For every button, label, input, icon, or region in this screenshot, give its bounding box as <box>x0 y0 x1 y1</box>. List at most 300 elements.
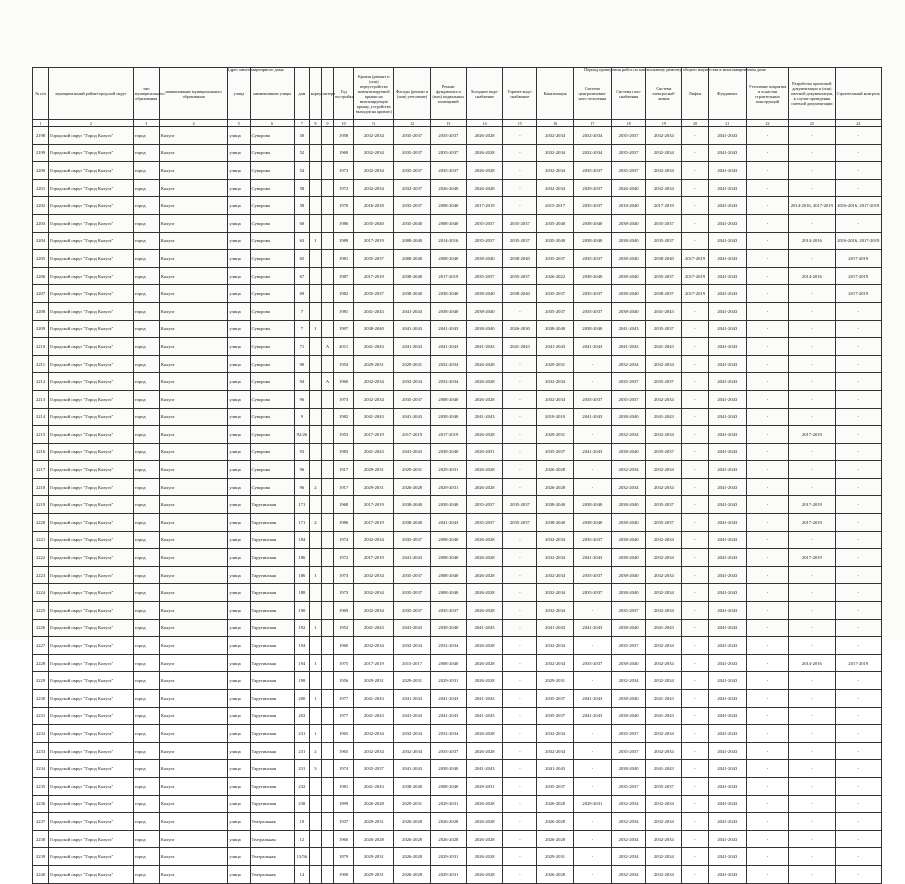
table-cell <box>309 144 321 162</box>
table-cell: город <box>133 549 159 567</box>
table-cell: 2035-2037 <box>466 496 502 514</box>
table-cell: - <box>503 408 537 426</box>
table-cell <box>321 250 333 268</box>
table-row <box>33 813 882 831</box>
table-cell: - <box>746 690 788 708</box>
table-cell: 2041-2043 <box>466 690 502 708</box>
table-cell: Городской округ "Город Калуга" <box>49 426 134 444</box>
table-cell: 2038-2040 <box>537 514 573 532</box>
table-cell: 2032-2034 <box>646 461 682 479</box>
table-cell: 1986 <box>334 514 354 532</box>
table-row <box>33 250 882 268</box>
table-cell <box>321 443 333 461</box>
table-cell: 2017-2019 <box>394 426 430 444</box>
table-cell: 2222 <box>33 549 49 567</box>
table-cell: - <box>503 777 537 795</box>
table-row <box>33 496 882 514</box>
column-header: улица <box>228 68 250 120</box>
table-cell: 2038-2040 <box>573 214 611 232</box>
table-cell: Калуга <box>159 232 227 250</box>
table-cell: 2015-2017 <box>537 197 573 215</box>
table-cell: 2041-2043 <box>394 549 430 567</box>
table-cell: - <box>503 549 537 567</box>
table-cell: 2041-2043 <box>646 619 682 637</box>
table-cell: 2017-2019 <box>789 549 835 567</box>
table-row <box>33 179 882 197</box>
table-cell: 2026-2028 <box>394 830 430 848</box>
table-cell: 2041-2043 <box>537 338 573 356</box>
table-cell: - <box>682 179 708 197</box>
table-cell: - <box>835 338 881 356</box>
table-cell: Тарутинская <box>250 742 294 760</box>
table-cell: Калуга <box>159 725 227 743</box>
table-cell <box>309 707 321 725</box>
table-cell: 2041-2043 <box>708 760 746 778</box>
table-cell: город <box>133 426 159 444</box>
table-cell: 1952 <box>334 619 354 637</box>
table-cell: 2032-2034 <box>394 725 430 743</box>
table-cell: город <box>133 848 159 866</box>
table-cell: - <box>835 725 881 743</box>
table-cell: 2032-2034 <box>646 637 682 655</box>
table-cell: - <box>746 179 788 197</box>
table-cell: Городской округ "Город Калуга" <box>49 373 134 391</box>
table-cell <box>321 390 333 408</box>
table-cell: 2041-2043 <box>708 742 746 760</box>
table-cell: 2035-2037 <box>394 566 430 584</box>
table-cell: 2026-2028 <box>466 637 502 655</box>
table-cell: 2228 <box>33 654 49 672</box>
table-cell: 2032-2034 <box>573 127 611 145</box>
table-cell: 2041-2043 <box>708 848 746 866</box>
table-cell: Городской округ "Город Калуга" <box>49 320 134 338</box>
table-cell: - <box>835 813 881 831</box>
table-cell: А <box>321 338 333 356</box>
table-cell: 2029-2031 <box>394 461 430 479</box>
table-cell <box>321 127 333 145</box>
table-cell: улица <box>228 637 250 655</box>
table-cell: 2026-2028 <box>466 179 502 197</box>
table-cell: улица <box>228 848 250 866</box>
table-row <box>33 302 882 320</box>
table-cell: - <box>503 197 537 215</box>
table-cell: 2008-2040 <box>394 250 430 268</box>
table-cell: - <box>746 566 788 584</box>
table-cell: 2035-2037 <box>611 742 645 760</box>
table-cell: 2032-2034 <box>354 390 394 408</box>
table-cell: - <box>682 830 708 848</box>
table-cell: - <box>835 637 881 655</box>
table-cell: - <box>835 760 881 778</box>
column-header: Система газо-снабжения <box>611 68 645 120</box>
table-cell: 2017-2019 <box>682 285 708 303</box>
table-cell: - <box>789 355 835 373</box>
table-cell: улица <box>228 127 250 145</box>
table-cell: 2211 <box>33 355 49 373</box>
table-row <box>33 390 882 408</box>
table-cell: Городской округ "Город Калуга" <box>49 162 134 180</box>
table-cell: - <box>503 725 537 743</box>
table-cell: 2038-2040 <box>611 232 645 250</box>
table-cell: 93 <box>294 443 309 461</box>
table-cell: 1900 <box>334 865 354 883</box>
table-cell: - <box>789 127 835 145</box>
table-cell: - <box>503 848 537 866</box>
table-cell: 2038-2040 <box>611 531 645 549</box>
table-row <box>33 232 882 250</box>
table-cell: - <box>789 443 835 461</box>
table-cell <box>321 777 333 795</box>
table-cell: 2014-2016 <box>789 654 835 672</box>
table-cell: - <box>682 531 708 549</box>
table-cell: улица <box>228 144 250 162</box>
table-cell: 2223 <box>33 566 49 584</box>
table-cell: Городской округ "Город Калуга" <box>49 478 134 496</box>
table-cell <box>309 443 321 461</box>
table-cell: Городской округ "Город Калуга" <box>49 566 134 584</box>
table-cell: 2017-2019 <box>646 197 682 215</box>
table-cell: 2041-2043 <box>573 690 611 708</box>
table-cell: 2032-2034 <box>394 373 430 391</box>
table-cell: 1981 <box>334 302 354 320</box>
table-cell: 2041-2043 <box>354 408 394 426</box>
table-cell: 1953 <box>334 426 354 444</box>
table-cell: Калуга <box>159 760 227 778</box>
table-cell: 2035-2037 <box>646 373 682 391</box>
table-cell: 238 <box>294 795 309 813</box>
column-number: 19 <box>646 120 682 127</box>
table-cell: Тарутинская <box>250 514 294 532</box>
table-cell: Суворова <box>250 162 294 180</box>
table-cell: - <box>789 338 835 356</box>
table-cell: - <box>503 795 537 813</box>
table-cell: 2038-2040 <box>394 496 430 514</box>
table-cell: Тарутинская <box>250 566 294 584</box>
table-cell: Суворова <box>250 355 294 373</box>
table-cell: - <box>746 338 788 356</box>
table-cell <box>309 865 321 883</box>
table-cell: 2035-2037 <box>503 496 537 514</box>
table-cell: 2041-2043 <box>354 443 394 461</box>
table-cell: Тарутинская <box>250 584 294 602</box>
table-cell: 2231 <box>33 707 49 725</box>
table-cell: 2017-2019 <box>354 549 394 567</box>
table-cell: - <box>789 584 835 602</box>
table-cell <box>321 566 333 584</box>
table-cell: 2032-2034 <box>354 602 394 620</box>
table-cell: 2032-2034 <box>430 725 466 743</box>
table-cell: 188 <box>294 584 309 602</box>
table-body <box>33 127 882 884</box>
table-cell: 10 <box>294 813 309 831</box>
table-cell: 2032-2034 <box>537 373 573 391</box>
table-cell: 2209 <box>33 320 49 338</box>
table-cell <box>321 830 333 848</box>
table-cell: город <box>133 672 159 690</box>
table-cell: - <box>835 742 881 760</box>
table-cell: 2008-2040 <box>430 654 466 672</box>
table-cell: город <box>133 760 159 778</box>
table-cell: Калуга <box>159 338 227 356</box>
table-cell: - <box>746 602 788 620</box>
table-cell: 2026-2028 <box>537 795 573 813</box>
table-cell: 2029-2031 <box>394 355 430 373</box>
table-cell: - <box>746 355 788 373</box>
table-cell: Театральная <box>250 830 294 848</box>
table-row <box>33 373 882 391</box>
table-cell: 2035-2037 <box>394 162 430 180</box>
table-cell: 2032-2034 <box>537 162 573 180</box>
table-cell: 2026-2028 <box>466 144 502 162</box>
table-cell: Калуга <box>159 830 227 848</box>
table-cell: Калуга <box>159 690 227 708</box>
table-cell: 2041-2043 <box>646 690 682 708</box>
table-cell: - <box>789 250 835 268</box>
table-cell: 2041-2043 <box>394 443 430 461</box>
table-cell: - <box>746 461 788 479</box>
table-cell: 2014-2016 <box>789 267 835 285</box>
table-cell: - <box>682 777 708 795</box>
table-cell: улица <box>228 197 250 215</box>
table-cell: 2032-2034 <box>646 179 682 197</box>
table-cell <box>321 461 333 479</box>
table-cell: 2041-2043 <box>708 144 746 162</box>
table-cell: 231 <box>294 742 309 760</box>
table-cell: - <box>746 830 788 848</box>
table-cell: 2215 <box>33 426 49 444</box>
table-cell: Калуга <box>159 742 227 760</box>
table-cell: 2041-2043 <box>708 197 746 215</box>
table-cell: 2202 <box>33 197 49 215</box>
table-cell: город <box>133 478 159 496</box>
table-cell: 2038-2040 <box>611 690 645 708</box>
table-cell: улица <box>228 338 250 356</box>
table-cell: - <box>573 672 611 690</box>
table-cell: 2041-2043 <box>394 690 430 708</box>
table-cell: 2026-2028 <box>466 478 502 496</box>
table-cell: - <box>503 426 537 444</box>
table-cell: 2041-2043 <box>708 390 746 408</box>
table-cell: 2032-2034 <box>430 373 466 391</box>
table-cell: Городской округ "Город Калуга" <box>49 707 134 725</box>
table-cell: 2032-2034 <box>646 742 682 760</box>
table-cell: 2041-2043 <box>646 760 682 778</box>
table-cell: 2032-2034 <box>537 127 573 145</box>
table-cell: Городской округ "Город Калуга" <box>49 549 134 567</box>
table-cell: 2041-2043 <box>708 179 746 197</box>
table-cell: 2029-2031 <box>537 848 573 866</box>
table-cell: улица <box>228 602 250 620</box>
table-cell: 2032-2034 <box>354 144 394 162</box>
table-cell: 2041-2043 <box>708 584 746 602</box>
table-cell: 2035-2037 <box>573 654 611 672</box>
table-cell: Калуга <box>159 654 227 672</box>
table-cell: 2203 <box>33 214 49 232</box>
table-cell: 2214 <box>33 408 49 426</box>
table-cell: 2017-2019 <box>430 267 466 285</box>
table-cell: 2032-2034 <box>537 742 573 760</box>
table-cell: 2041-2043 <box>708 514 746 532</box>
table-cell: Городской округ "Город Калуга" <box>49 654 134 672</box>
address-group-header: Адрес многоквартирного дома <box>226 67 284 72</box>
table-cell <box>309 267 321 285</box>
table-cell: Городской округ "Город Калуга" <box>49 338 134 356</box>
table-cell: - <box>746 549 788 567</box>
table-cell: 2026-2028 <box>466 566 502 584</box>
table-cell: 2032-2034 <box>430 355 466 373</box>
table-cell: 2 <box>309 478 321 496</box>
table-cell: - <box>789 690 835 708</box>
table-cell: 2026-2028 <box>394 478 430 496</box>
table-cell: 2038-2040 <box>466 285 502 303</box>
table-cell: - <box>503 742 537 760</box>
table-cell: 69 <box>294 285 309 303</box>
table-row <box>33 461 882 479</box>
table-row <box>33 742 882 760</box>
table-cell: 2038-2040 <box>611 549 645 567</box>
table-cell: - <box>573 760 611 778</box>
table-cell: - <box>835 426 881 444</box>
table-cell: 2038-2040 <box>354 320 394 338</box>
table-cell: Калуга <box>159 795 227 813</box>
table-cell: - <box>746 232 788 250</box>
table-cell: 2240 <box>33 865 49 883</box>
table-cell: Городской округ "Город Калуга" <box>49 830 134 848</box>
table-cell: 2035-2037 <box>503 514 537 532</box>
table-cell: 1977 <box>334 707 354 725</box>
table-cell <box>309 408 321 426</box>
table-cell: Суворова <box>250 179 294 197</box>
table-cell: 2035-2037 <box>646 443 682 461</box>
table-cell: 2035-2037 <box>611 373 645 391</box>
table-cell: 1 <box>309 690 321 708</box>
table-cell: 2041-2043 <box>708 549 746 567</box>
table-cell <box>321 426 333 444</box>
table-cell: 1974 <box>334 760 354 778</box>
table-cell: Суворова <box>250 443 294 461</box>
table-cell: 2032-2034 <box>646 654 682 672</box>
table-cell: 2032-2034 <box>537 654 573 672</box>
table-cell: 2026-2028 <box>466 848 502 866</box>
table-cell <box>321 320 333 338</box>
table-cell: 2017-2019 <box>835 267 881 285</box>
table-cell: - <box>835 162 881 180</box>
table-row <box>33 531 882 549</box>
table-cell: 2041-2043 <box>394 320 430 338</box>
table-cell: 2026-2028 <box>466 830 502 848</box>
table-cell: Суворова <box>250 338 294 356</box>
table-cell: 2026-2028 <box>466 742 502 760</box>
table-cell: 2026-2028 <box>466 162 502 180</box>
table-cell <box>309 496 321 514</box>
table-cell: - <box>789 179 835 197</box>
table-cell: - <box>746 267 788 285</box>
table-cell: - <box>746 197 788 215</box>
column-number: 3 <box>133 120 159 127</box>
table-cell: 2041-2043 <box>708 250 746 268</box>
table-cell: 2017-2019 <box>835 250 881 268</box>
repair-schedule-table <box>32 67 882 884</box>
table-cell: 2017-2019 <box>682 250 708 268</box>
column-header: № п/п <box>33 68 49 120</box>
table-cell: 96 <box>294 461 309 479</box>
table-cell: город <box>133 584 159 602</box>
table-cell: - <box>503 373 537 391</box>
table-cell: - <box>789 865 835 883</box>
table-cell: улица <box>228 355 250 373</box>
table-cell: - <box>682 672 708 690</box>
table-cell: 2026-2028 <box>466 355 502 373</box>
table-cell <box>309 848 321 866</box>
table-cell: 2035-2037 <box>537 777 573 795</box>
column-number: 22 <box>746 120 788 127</box>
table-cell: 2041-2043 <box>646 707 682 725</box>
table-cell: 13/56 <box>294 848 309 866</box>
table-cell: Калуга <box>159 302 227 320</box>
table-cell: 232 <box>294 777 309 795</box>
table-cell: 2035-2037 <box>611 602 645 620</box>
table-cell: - <box>682 848 708 866</box>
table-cell: - <box>835 584 881 602</box>
table-row <box>33 795 882 813</box>
table-cell: 2029-2031 <box>537 672 573 690</box>
table-cell: 2035-2037 <box>394 197 430 215</box>
table-cell: 2032-2034 <box>354 742 394 760</box>
table-cell: 2038-2040 <box>394 514 430 532</box>
column-number: 23 <box>789 120 835 127</box>
table-cell <box>321 865 333 883</box>
table-cell: город <box>133 302 159 320</box>
table-cell: 2038-2040 <box>611 619 645 637</box>
table-cell: - <box>503 302 537 320</box>
table-cell: 2035-2037 <box>573 302 611 320</box>
table-cell: 2035-2037 <box>394 602 430 620</box>
table-cell: 2041-2043 <box>354 707 394 725</box>
table-cell: 2041-2043 <box>708 443 746 461</box>
table-cell: - <box>789 760 835 778</box>
table-cell: 2029-2031 <box>573 795 611 813</box>
table-cell: Суворова <box>250 197 294 215</box>
table-cell: Тарутинская <box>250 795 294 813</box>
table-cell: 2041-2043 <box>394 707 430 725</box>
table-cell: Калуга <box>159 426 227 444</box>
table-cell: 2041-2043 <box>466 338 502 356</box>
table-cell: - <box>682 813 708 831</box>
table-cell: - <box>835 795 881 813</box>
table-cell: 2041-2043 <box>708 654 746 672</box>
table-cell: 2038-2040 <box>394 285 430 303</box>
table-cell: 2220 <box>33 514 49 532</box>
table-cell: - <box>789 214 835 232</box>
table-cell: 58 <box>294 179 309 197</box>
table-cell: - <box>682 355 708 373</box>
table-cell: 2032-2034 <box>354 584 394 602</box>
table-cell: 2041-2043 <box>573 338 611 356</box>
table-cell: 2035-2037 <box>611 162 645 180</box>
table-cell: 2017-2019 <box>354 654 394 672</box>
table-cell: - <box>503 584 537 602</box>
table-cell: 1973 <box>334 162 354 180</box>
table-cell: - <box>682 197 708 215</box>
table-cell: - <box>682 584 708 602</box>
table-cell: 2 <box>309 514 321 532</box>
table-cell: город <box>133 285 159 303</box>
table-cell: 2026-2022 <box>537 267 573 285</box>
table-cell: город <box>133 566 159 584</box>
table-cell: - <box>503 760 537 778</box>
table-cell: - <box>789 320 835 338</box>
table-cell: 2235 <box>33 777 49 795</box>
